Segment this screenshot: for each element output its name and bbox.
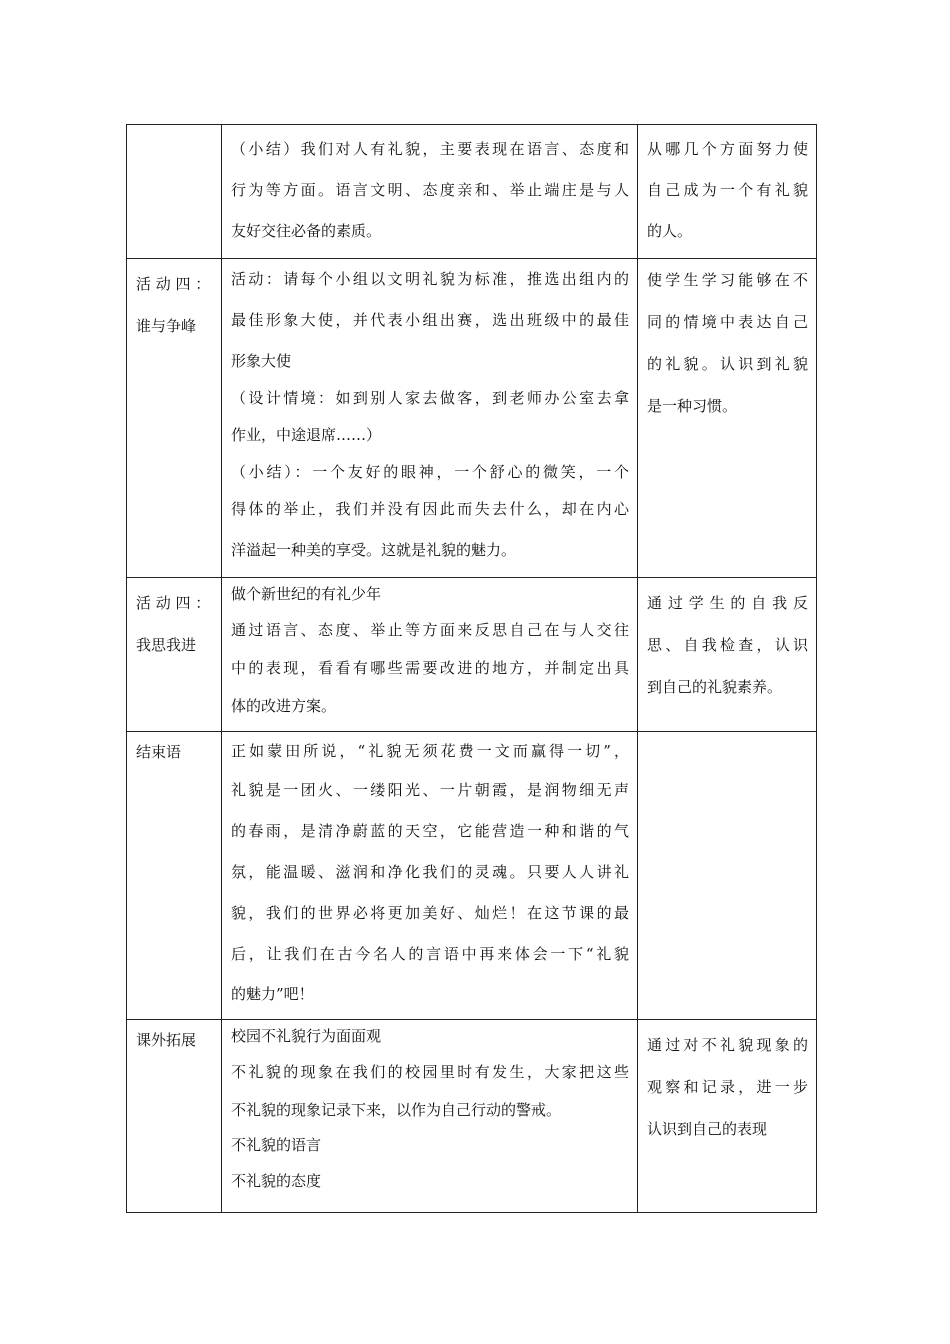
intent-line: 同的情境中表达自己 (647, 313, 808, 331)
content-line: 形象大使 (231, 352, 292, 370)
content-line: 中的表现，看看有哪些需要改进的地方，并制定出具 (231, 659, 629, 677)
content-line: 做个新世纪的有礼少年 (231, 585, 382, 603)
intent-cell (638, 125, 817, 259)
intent-line: 自己成为一个有礼貌 (647, 181, 808, 199)
table-row (127, 578, 817, 732)
intent-line: 使学生学习能够在不 (647, 271, 808, 289)
content-line: （小结）：一个友好的眼神，一个舒心的微笑，一个 (231, 463, 629, 481)
table-row (127, 259, 817, 578)
stage-cell (127, 578, 222, 732)
intent-cell (638, 578, 817, 732)
content-line: 行为等方面。语言文明、态度亲和、举止端庄是与人 (231, 181, 629, 199)
table-row (127, 732, 817, 1020)
content-line: 貌，我们的世界必将更加美好、灿烂！在这节课的最 (231, 904, 629, 922)
content-line: 礼貌是一团火、一缕阳光、一片朝霞，是润物细无声 (231, 781, 629, 799)
content-cell (222, 732, 638, 1020)
content-line: 校园不礼貌行为面面观 (231, 1027, 382, 1045)
intent-line: 观察和记录，进一步 (647, 1078, 808, 1096)
lesson-plan-table (126, 124, 817, 1213)
intent-line: 思、自我检查，认识 (647, 636, 808, 654)
stage-label: 活 动 四 ： (136, 275, 211, 293)
table-row (127, 125, 817, 259)
content-line: 的春雨，是清净蔚蓝的天空，它能营造一种和谐的气 (231, 822, 629, 840)
table-row (127, 1020, 817, 1213)
content-line: 不礼貌的现象在我们的校园里时有发生，大家把这些 (231, 1063, 629, 1081)
content-line: 后，让我们在古今名人的言语中再来体会一下“礼貌 (231, 945, 629, 963)
stage-label: 课外拓展 (136, 1031, 197, 1049)
intent-line: 通过对不礼貌现象的 (647, 1036, 808, 1054)
content-line: 得体的举止，我们并没有因此而失去什么，却在内心 (231, 500, 629, 518)
stage-label: 谁与争峰 (136, 317, 197, 335)
content-line: （小结）我们对人有礼貌，主要表现在语言、态度和 (231, 140, 629, 158)
stage-cell (127, 1020, 222, 1213)
content-line: 体的改进方案。 (231, 697, 337, 715)
content-line: 不礼貌的态度 (231, 1172, 322, 1190)
content-line: 友好交往必备的素质。 (231, 222, 382, 240)
stage-cell (127, 259, 222, 578)
intent-line: 是一种习惯。 (647, 397, 738, 415)
stage-label: 结束语 (136, 743, 182, 761)
stage-cell (127, 732, 222, 1020)
intent-line: 到自己的礼貌素养。 (647, 678, 783, 696)
intent-line: 的人。 (647, 222, 693, 240)
stage-label: 我思我进 (136, 636, 197, 654)
content-line: 不礼貌的语言 (231, 1136, 322, 1154)
intent-line: 的礼貌。认识到礼貌 (647, 355, 808, 373)
content-line: 氛，能温暖、滋润和净化我们的灵魂。只要人人讲礼 (231, 863, 629, 881)
content-cell (222, 125, 638, 259)
content-line: 洋溢起一种美的享受。这就是礼貌的魅力。 (231, 541, 517, 559)
content-line: 通过语言、态度、举止等方面来反思自己在与人交往 (231, 621, 629, 639)
content-line: 正如蒙田所说，“礼貌无须花费一文而赢得一切”， (231, 742, 629, 760)
content-cell (222, 1020, 638, 1213)
content-cell (222, 259, 638, 578)
intent-line: 从哪几个方面努力使 (647, 140, 808, 158)
content-cell (222, 578, 638, 732)
content-line: 作业，中途退席……） (231, 426, 382, 444)
content-line: 的魅力”吧！ (231, 985, 314, 1003)
intent-cell (638, 259, 817, 578)
content-line: 不礼貌的现象记录下来，以作为自己行动的警戒。 (231, 1101, 562, 1119)
stage-cell (127, 125, 222, 259)
intent-cell (638, 732, 817, 1020)
stage-label: 活 动 四 ： (136, 594, 211, 612)
content-line: （设计情境：如到别人家去做客，到老师办公室去拿 (231, 389, 629, 407)
content-line: 最佳形象大使，并代表小组出赛，选出班级中的最佳 (231, 311, 629, 329)
intent-line: 通过学生的自我反 (647, 594, 808, 612)
intent-line: 认识到自己的表现 (647, 1120, 768, 1138)
content-line: 活动：请每个小组以文明礼貌为标准，推选出组内的 (231, 270, 629, 288)
intent-cell (638, 1020, 817, 1213)
